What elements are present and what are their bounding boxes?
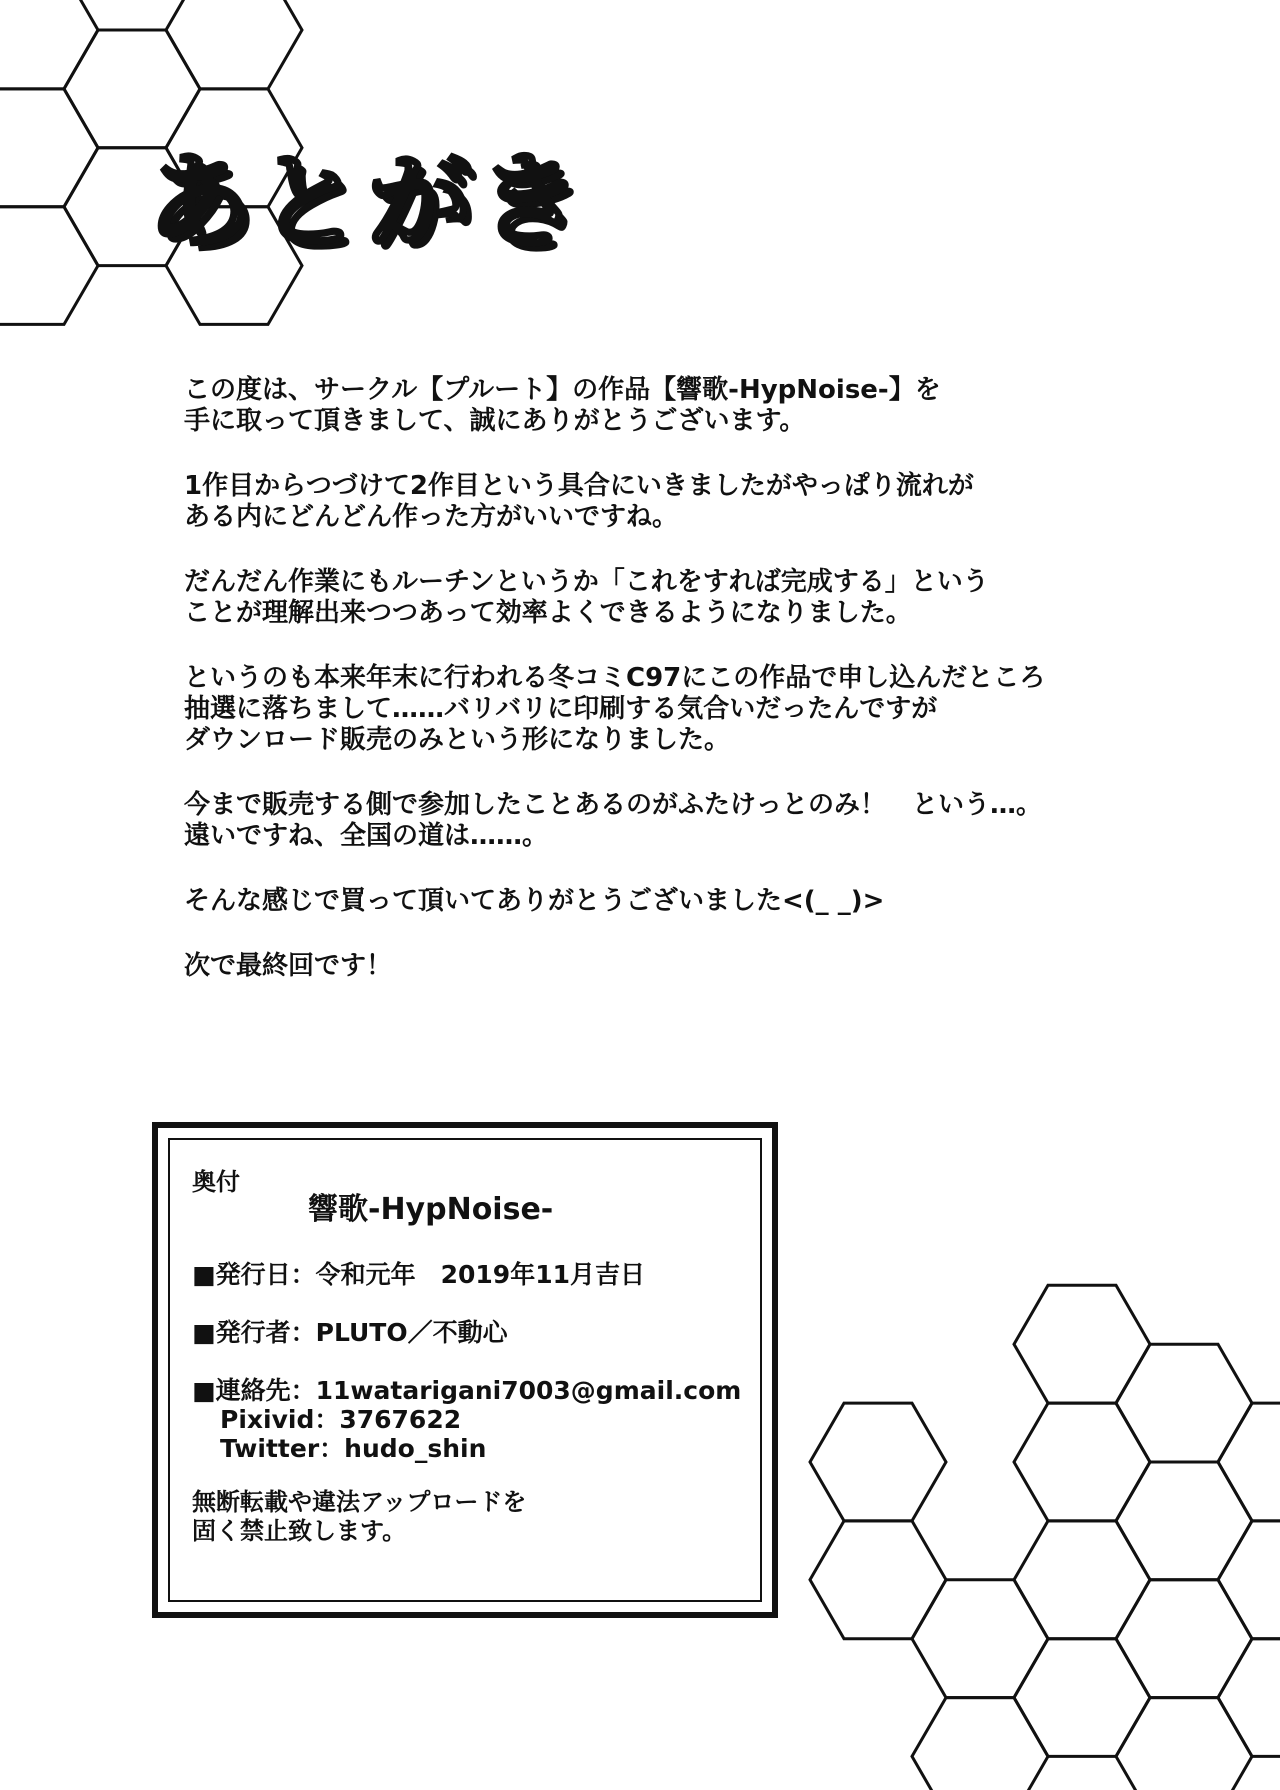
hexagon-shape [1116, 1344, 1252, 1462]
afterword-text [184, 375, 1184, 1016]
hexagon-shape [1116, 1580, 1252, 1698]
text-line: 1作目からつづけて2作目という具合にいきましたがやっぱり流れが [184, 471, 974, 501]
text-line: ことが理解出来つつあって効率よくできるようになりました。 [184, 598, 912, 628]
hexagon-shape [912, 1580, 1048, 1698]
page-title: あとがき [148, 140, 589, 263]
colophon-label: 奥付 [192, 1168, 240, 1196]
hexagon-shape [1218, 1639, 1280, 1757]
hexagon-shape [166, 0, 302, 89]
paragraph [184, 663, 1184, 756]
hexagon-shape [1218, 1521, 1280, 1639]
text-line: ダウンロード販売のみという形になりました。 [184, 725, 731, 755]
pixiv-id: Pixivid：3767622 [220, 1405, 462, 1434]
paragraph [184, 567, 1184, 629]
hexagon-shape [0, 0, 98, 89]
text-line: この度は、サークル【プルート】の作品【響歌-HypNoise-】を [184, 375, 941, 405]
hexagon-shape [1116, 1462, 1252, 1580]
text-line: 遠いですね、全国の道は……。 [184, 821, 549, 851]
hexagon-shape [64, 30, 200, 148]
hexagon-shape [810, 1521, 946, 1639]
notice-line: 無断転載や違法アップロードを [192, 1488, 527, 1516]
hexagon-shape [0, 89, 98, 207]
text-line: だんだん作業にもルーチンというか「これをすれば完成する」という [184, 567, 989, 597]
colophon-title: 響歌-HypNoise- [308, 1192, 554, 1227]
text-line: というのも本来年末に行われる冬コミC97にこの作品で申し込んだところ [184, 663, 1046, 693]
hexagon-shape [1116, 1698, 1252, 1790]
colophon-box [152, 1122, 778, 1618]
contact-email: ■連絡先：11watarigani7003@gmail.com [192, 1376, 742, 1405]
contact-block [192, 1376, 741, 1463]
paragraph [184, 471, 1184, 533]
paragraph [184, 790, 1184, 852]
text-line: 手に取って頂きまして、誠にありがとうございます。 [184, 406, 806, 436]
hexagon-shape [912, 1698, 1048, 1790]
hexagon-shape [1218, 1403, 1280, 1521]
publish-date: ■発行日：令和元年 2019年11月吉日 [192, 1260, 645, 1289]
hexagon-shape [1014, 1403, 1150, 1521]
copyright-notice [192, 1488, 526, 1546]
hexagon-shape [1014, 1521, 1150, 1639]
twitter-id: Twitter：hudo_shin [220, 1434, 487, 1463]
paragraph [184, 886, 1184, 917]
notice-line: 固く禁止致します。 [192, 1517, 407, 1545]
text-line: 抽選に落ちまして……バリバリに印刷する気合いだったんですが [184, 694, 938, 724]
text-line: ある内にどんどん作った方がいいですね。 [184, 502, 679, 532]
text-line: 次で最終回です！ [184, 951, 393, 981]
hexagon-shape [0, 207, 98, 325]
publisher: ■発行者：PLUTO／不動心 [192, 1318, 508, 1347]
hexagon-shape [1014, 1639, 1150, 1757]
text-line: そんな感じで買って頂いてありがとうございました<(_ _)> [184, 886, 885, 916]
paragraph [184, 375, 1184, 437]
text-line: 今まで販売する側で参加したことあるのがふたけっとのみ！ という…。 [184, 790, 1043, 820]
hexagon-shape [810, 1403, 946, 1521]
colophon-inner-frame [168, 1138, 762, 1602]
hexagon-shape [1014, 1285, 1150, 1403]
paragraph [184, 951, 1184, 982]
